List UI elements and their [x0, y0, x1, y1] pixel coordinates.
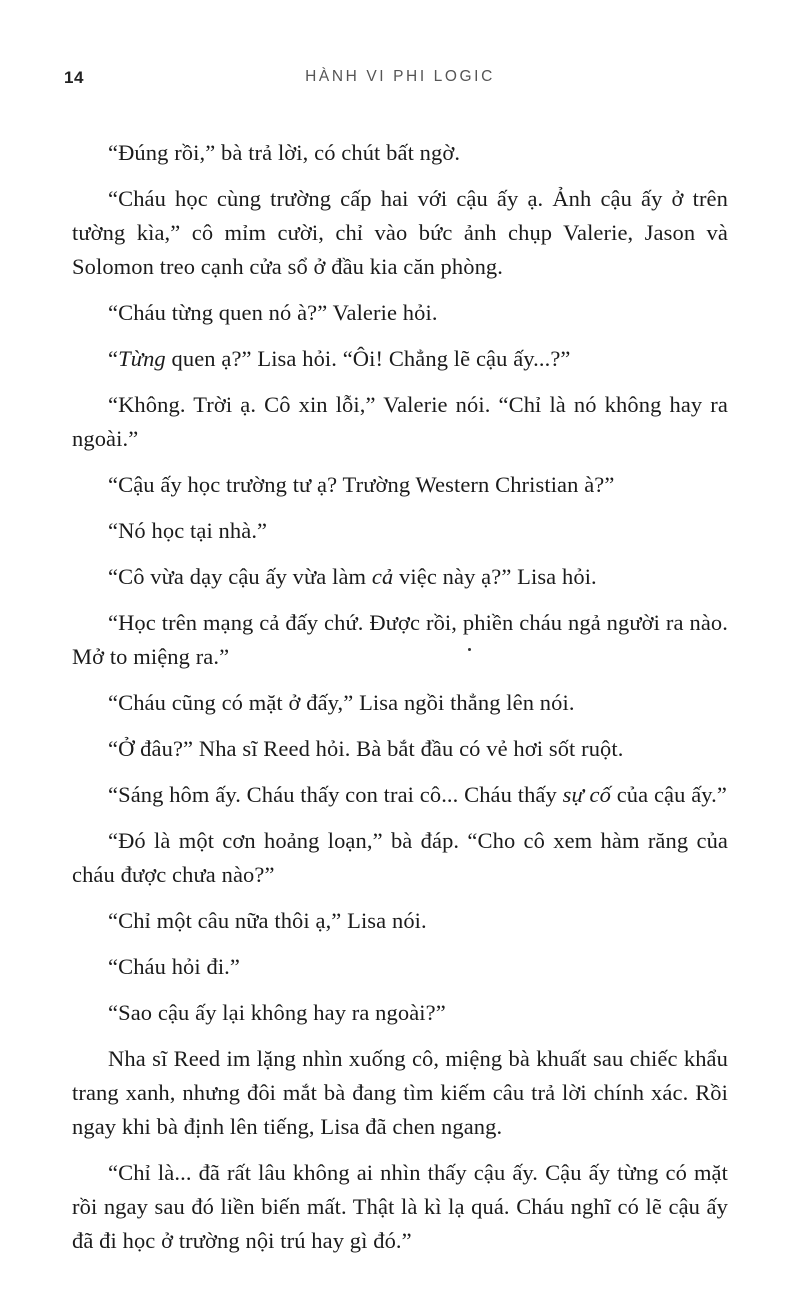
- book-title: HÀNH VI PHI LOGIC: [305, 68, 495, 85]
- paragraph-text: quen ạ?” Lisa hỏi. “Ôi! Chẳng lẽ cậu ấy...?”: [165, 346, 571, 371]
- paragraph: [72, 560, 728, 594]
- paragraph: [72, 296, 728, 330]
- paragraph: [72, 1042, 728, 1144]
- paragraph-text: “Cháu từng quen nó à?” Valerie hỏi.: [108, 300, 438, 325]
- paragraph-text: “: [108, 346, 119, 371]
- ink-speck: [468, 648, 471, 651]
- paragraph-text: “Đó là một cơn hoảng loạn,” bà đáp. “Cho cô xem hàm răng của cháu được chưa nào?”: [72, 828, 728, 887]
- italic-text: cả: [371, 564, 394, 589]
- paragraph: [72, 606, 728, 674]
- paragraph-text: “Cháu hỏi đi.”: [108, 954, 240, 979]
- paragraph-text: “Sao cậu ấy lại không hay ra ngoài?”: [108, 1000, 446, 1025]
- paragraph-text: “Sáng hôm ấy. Cháu thấy con trai cô... Cháu thấy: [108, 782, 563, 807]
- paragraph-text: Nha sĩ Reed im lặng nhìn xuống cô, miệng bà khuất sau chiếc khẩu trang xanh, nhưng đôi mắt bà đang tìm kiếm câu trả lời chính xác. Rồi ngay khi bà định lên tiếng, Lisa đã chen ngang.: [72, 1046, 728, 1139]
- text-body: [72, 136, 728, 1258]
- paragraph-text: việc này ạ?” Lisa hỏi.: [393, 564, 597, 589]
- paragraph-text: “Cô vừa dạy cậu ấy vừa làm: [108, 564, 372, 589]
- paragraph: [72, 136, 728, 170]
- paragraph: [72, 950, 728, 984]
- paragraph: [72, 468, 728, 502]
- paragraph-text: “Chỉ là... đã rất lâu không ai nhìn thấy cậu ấy. Cậu ấy từng có mặt rồi ngay sau đó liền biến mất. Thật là kì lạ quá. Cháu nghĩ có lẽ cậu ấy đã đi học ở trường nội trú hay gì đó.”: [72, 1160, 728, 1253]
- paragraph: [72, 1156, 728, 1258]
- italic-text: sự cố: [562, 782, 611, 807]
- paragraph-text: “Ở đâu?” Nha sĩ Reed hỏi. Bà bắt đầu có vẻ hơi sốt ruột.: [108, 736, 624, 761]
- paragraph-text: “Cậu ấy học trường tư ạ? Trường Western Christian à?”: [108, 472, 615, 497]
- paragraph: [72, 904, 728, 938]
- paragraph-text: “Không. Trời ạ. Cô xin lỗi,” Valerie nói. “Chỉ là nó không hay ra ngoài.”: [72, 392, 728, 451]
- paragraph-text: của cậu ấy.”: [610, 782, 727, 807]
- paragraph: [72, 342, 728, 376]
- paragraph-text: “Học trên mạng cả đấy chứ. Được rồi, phiền cháu ngả người ra nào. Mở to miệng ra.”: [72, 610, 728, 669]
- paragraph-text: “Cháu cũng có mặt ở đấy,” Lisa ngồi thẳng lên nói.: [108, 690, 575, 715]
- paragraph: [72, 182, 728, 284]
- paragraph: [72, 824, 728, 892]
- italic-text: Từng: [118, 346, 166, 371]
- paragraph: [72, 686, 728, 720]
- paragraph: [72, 732, 728, 766]
- paragraph-text: “Nó học tại nhà.”: [108, 518, 268, 543]
- paragraph: [72, 388, 728, 456]
- paragraph-text: “Đúng rồi,” bà trả lời, có chút bất ngờ.: [108, 140, 461, 165]
- paragraph-text: “Cháu học cùng trường cấp hai với cậu ấy ạ. Ảnh cậu ấy ở trên tường kìa,” cô mỉm cười, chỉ vào bức ảnh chụp Valerie, Jason và Solomon treo cạnh cửa sổ ở đầu kia căn phòng.: [72, 186, 728, 279]
- paragraph: [72, 778, 728, 812]
- running-header: [0, 68, 800, 98]
- page-number: 14: [64, 68, 84, 87]
- paragraph-text: “Chỉ một câu nữa thôi ạ,” Lisa nói.: [108, 908, 427, 933]
- paragraph: [72, 514, 728, 548]
- paragraph: [72, 996, 728, 1030]
